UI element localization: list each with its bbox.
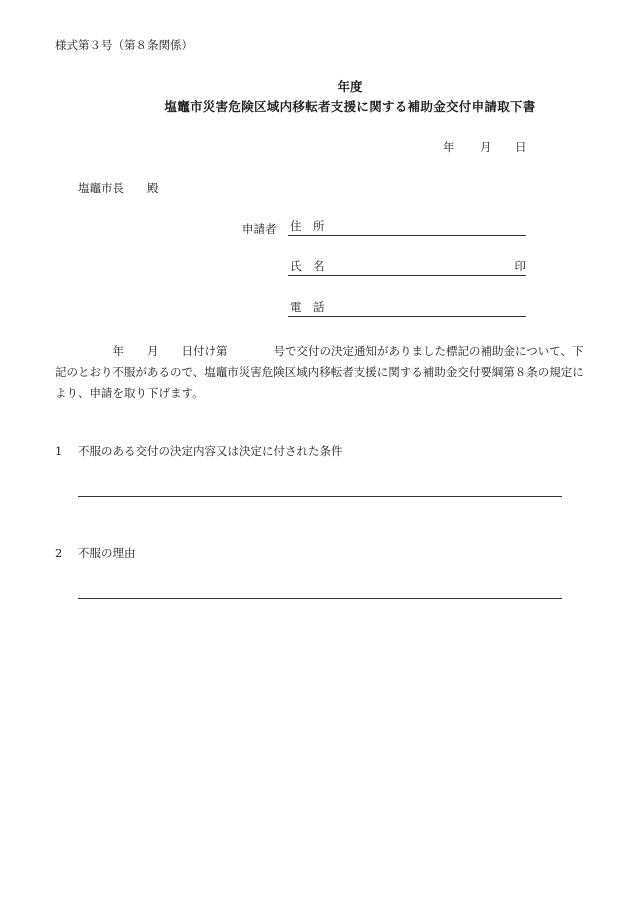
phone-field[interactable] — [288, 299, 526, 317]
item-1-text: 不服のある交付の決定内容又は決定に付された条件 — [78, 444, 343, 458]
applicant-label: 申請者 — [242, 222, 277, 236]
seal-mark: 印 — [514, 259, 526, 273]
addressee: 塩竈市長 殿 — [78, 181, 159, 195]
item-2 — [55, 545, 136, 561]
item-2-answer-line[interactable] — [78, 598, 562, 599]
item-2-text: 不服の理由 — [78, 546, 136, 560]
date-day-label: 日 — [515, 140, 527, 154]
body-text: 年 月 日付け第 号で交付の決定通知がありました標記の補助金について、下記のとおり不服があるので、塩竈市災害危険区域内移転者支援に関する補助金交付要綱第８条の規定により、申請を取り下げます。 — [55, 344, 584, 400]
date-month-label: 月 — [480, 140, 492, 154]
item-1-answer-line[interactable] — [78, 496, 562, 497]
title-fiscal-year: 年度 — [337, 79, 363, 94]
phone-label: 電 話 — [290, 300, 325, 314]
address-label: 住 所 — [290, 219, 325, 233]
name-field[interactable] — [288, 258, 526, 276]
item-2-number: 2 — [55, 546, 63, 560]
name-label: 氏 名 — [290, 259, 325, 273]
item-1-number: 1 — [55, 444, 63, 458]
address-field[interactable] — [288, 218, 526, 236]
item-1 — [55, 443, 343, 459]
form-number: 様式第３号（第８条関係） — [55, 38, 193, 52]
date-year-label: 年 — [443, 140, 455, 154]
page-title: 塩竈市災害危険区域内移転者支援に関する補助金交付申請取下書 — [164, 99, 536, 114]
